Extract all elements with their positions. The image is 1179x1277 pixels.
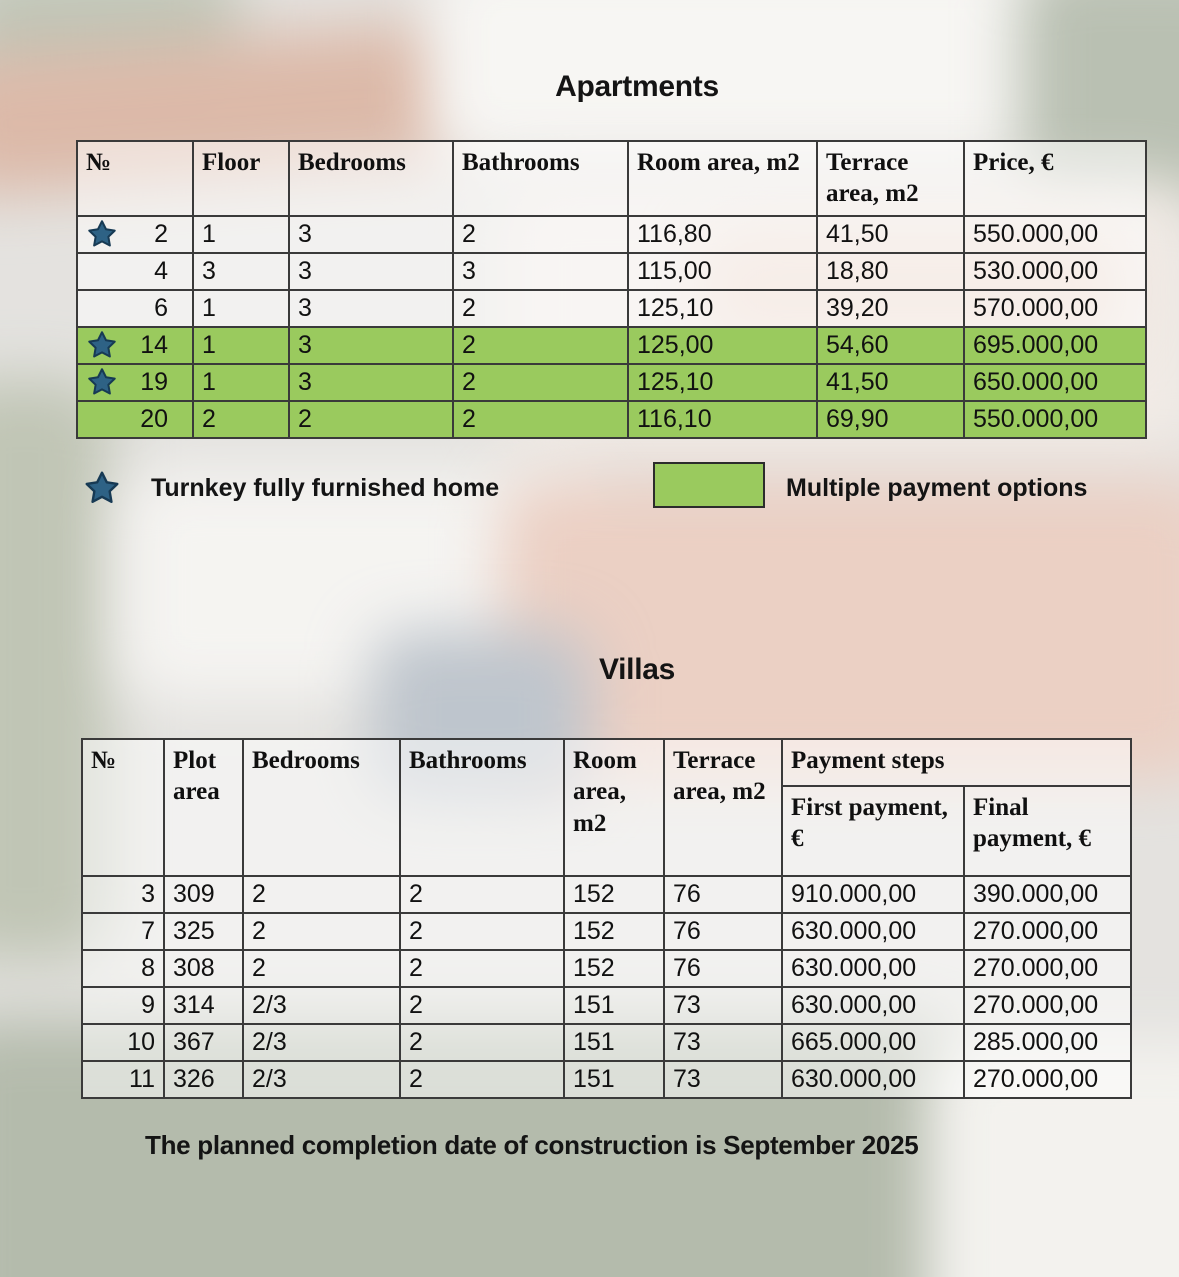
cell-final-payment: 270.000,00 [964,950,1131,987]
legend-green-label: Multiple payment options [786,474,1088,502]
header-first-payment: First payment, € [782,786,964,876]
cell-first-payment: 665.000,00 [782,1024,964,1061]
cell-terrace-area: 73 [664,987,782,1024]
header-bedrooms: Bedrooms [243,739,400,876]
cell-bedrooms: 3 [289,290,453,327]
cell-price: 530.000,00 [964,253,1146,290]
table-row [82,1024,1131,1061]
cell-terrace-area: 54,60 [817,327,964,364]
cell-no: 19 [77,364,193,401]
header-floor: Floor [193,141,289,216]
legend-green-swatch [653,462,765,508]
cell-no: 3 [82,876,164,913]
apartments-title: Apartments [555,70,719,103]
cell-price: 550.000,00 [964,401,1146,438]
cell-terrace-area: 41,50 [817,216,964,253]
table-row [77,253,1146,290]
cell-bedrooms: 2 [289,401,453,438]
cell-room-area: 152 [564,950,664,987]
cell-no: 7 [82,913,164,950]
cell-bathrooms: 2 [453,401,628,438]
header-price: Price, € [964,141,1146,216]
cell-first-payment: 630.000,00 [782,987,964,1024]
table-row [82,987,1131,1024]
cell-no: 4 [77,253,193,290]
table-row-highlighted [77,401,1146,438]
cell-bedrooms: 3 [289,253,453,290]
cell-terrace-area: 18,80 [817,253,964,290]
completion-note: The planned completion date of construction is September 2025 [145,1130,919,1160]
cell-no: 14 [77,327,193,364]
cell-floor: 3 [193,253,289,290]
cell-room-area: 125,00 [628,327,817,364]
cell-plot-area: 308 [164,950,243,987]
cell-terrace-area: 41,50 [817,364,964,401]
cell-no: 8 [82,950,164,987]
header-no: № [77,141,193,216]
cell-bathrooms: 2 [400,876,564,913]
cell-room-area: 151 [564,1024,664,1061]
table-row [82,1061,1131,1098]
table-row [82,913,1131,950]
cell-price: 695.000,00 [964,327,1146,364]
header-bathrooms: Bathrooms [400,739,564,876]
cell-bedrooms: 2 [243,913,400,950]
cell-room-area: 116,80 [628,216,817,253]
cell-floor: 1 [193,364,289,401]
table-row-highlighted [77,364,1146,401]
cell-no: 11 [82,1061,164,1098]
cell-room-area: 151 [564,1061,664,1098]
cell-floor: 2 [193,401,289,438]
cell-bedrooms: 3 [289,364,453,401]
table-row [82,876,1131,913]
cell-final-payment: 270.000,00 [964,987,1131,1024]
cell-price: 550.000,00 [964,216,1146,253]
cell-room-area: 125,10 [628,364,817,401]
cell-bathrooms: 2 [400,913,564,950]
cell-first-payment: 630.000,00 [782,913,964,950]
cell-plot-area: 309 [164,876,243,913]
cell-terrace-area: 39,20 [817,290,964,327]
header-bathrooms: Bathrooms [453,141,628,216]
cell-bedrooms: 2 [243,950,400,987]
cell-bathrooms: 2 [453,290,628,327]
cell-final-payment: 285.000,00 [964,1024,1131,1061]
legend-star-icon [83,470,121,506]
cell-bathrooms: 3 [453,253,628,290]
cell-floor: 1 [193,327,289,364]
cell-plot-area: 326 [164,1061,243,1098]
cell-bathrooms: 2 [400,1024,564,1061]
table-row-highlighted [77,327,1146,364]
villas-header-row-1 [82,739,1131,786]
table-row [82,950,1131,987]
cell-bathrooms: 2 [400,987,564,1024]
villas-title: Villas [598,653,676,686]
cell-final-payment: 390.000,00 [964,876,1131,913]
cell-first-payment: 630.000,00 [782,950,964,987]
cell-floor: 1 [193,216,289,253]
header-bedrooms: Bedrooms [289,141,453,216]
cell-price: 570.000,00 [964,290,1146,327]
cell-bathrooms: 2 [453,364,628,401]
cell-room-area: 152 [564,876,664,913]
cell-bedrooms: 3 [289,216,453,253]
header-plot-area: Plot area [164,739,243,876]
table-row [77,290,1146,327]
cell-room-area: 152 [564,913,664,950]
cell-no: 20 [77,401,193,438]
apartments-header-row [77,141,1146,216]
table-row [77,216,1146,253]
cell-plot-area: 325 [164,913,243,950]
header-terrace-area: Terrace area, m2 [817,141,964,216]
cell-room-area: 115,00 [628,253,817,290]
cell-first-payment: 910.000,00 [782,876,964,913]
turnkey-star-icon [86,367,118,397]
apartments-table [76,140,1147,439]
cell-terrace-area: 76 [664,913,782,950]
cell-bathrooms: 2 [453,327,628,364]
cell-no: 10 [82,1024,164,1061]
cell-bedrooms: 2 [243,876,400,913]
cell-bathrooms: 2 [453,216,628,253]
cell-no: 6 [77,290,193,327]
cell-no: 9 [82,987,164,1024]
cell-room-area: 116,10 [628,401,817,438]
cell-room-area: 125,10 [628,290,817,327]
header-room-area: Room area, m2 [564,739,664,876]
cell-terrace-area: 76 [664,876,782,913]
turnkey-star-icon [86,330,118,360]
header-room-area: Room area, m2 [628,141,817,216]
cell-bedrooms: 2/3 [243,1061,400,1098]
turnkey-star-icon [86,219,118,249]
cell-final-payment: 270.000,00 [964,1061,1131,1098]
cell-terrace-area: 76 [664,950,782,987]
cell-terrace-area: 69,90 [817,401,964,438]
cell-no: 2 [77,216,193,253]
cell-bathrooms: 2 [400,950,564,987]
cell-terrace-area: 73 [664,1061,782,1098]
cell-room-area: 151 [564,987,664,1024]
header-payment-steps: Payment steps [782,739,1131,786]
cell-bathrooms: 2 [400,1061,564,1098]
legend-star-label: Turnkey fully furnished home [151,474,500,502]
header-terrace-area: Terrace area, m2 [664,739,782,876]
cell-first-payment: 630.000,00 [782,1061,964,1098]
villas-table [81,738,1132,1099]
cell-bedrooms: 2/3 [243,1024,400,1061]
cell-floor: 1 [193,290,289,327]
cell-bedrooms: 2/3 [243,987,400,1024]
cell-price: 650.000,00 [964,364,1146,401]
cell-terrace-area: 73 [664,1024,782,1061]
header-final-payment: Final payment, € [964,786,1131,876]
cell-final-payment: 270.000,00 [964,913,1131,950]
header-no: № [82,739,164,876]
cell-plot-area: 314 [164,987,243,1024]
cell-plot-area: 367 [164,1024,243,1061]
cell-bedrooms: 3 [289,327,453,364]
